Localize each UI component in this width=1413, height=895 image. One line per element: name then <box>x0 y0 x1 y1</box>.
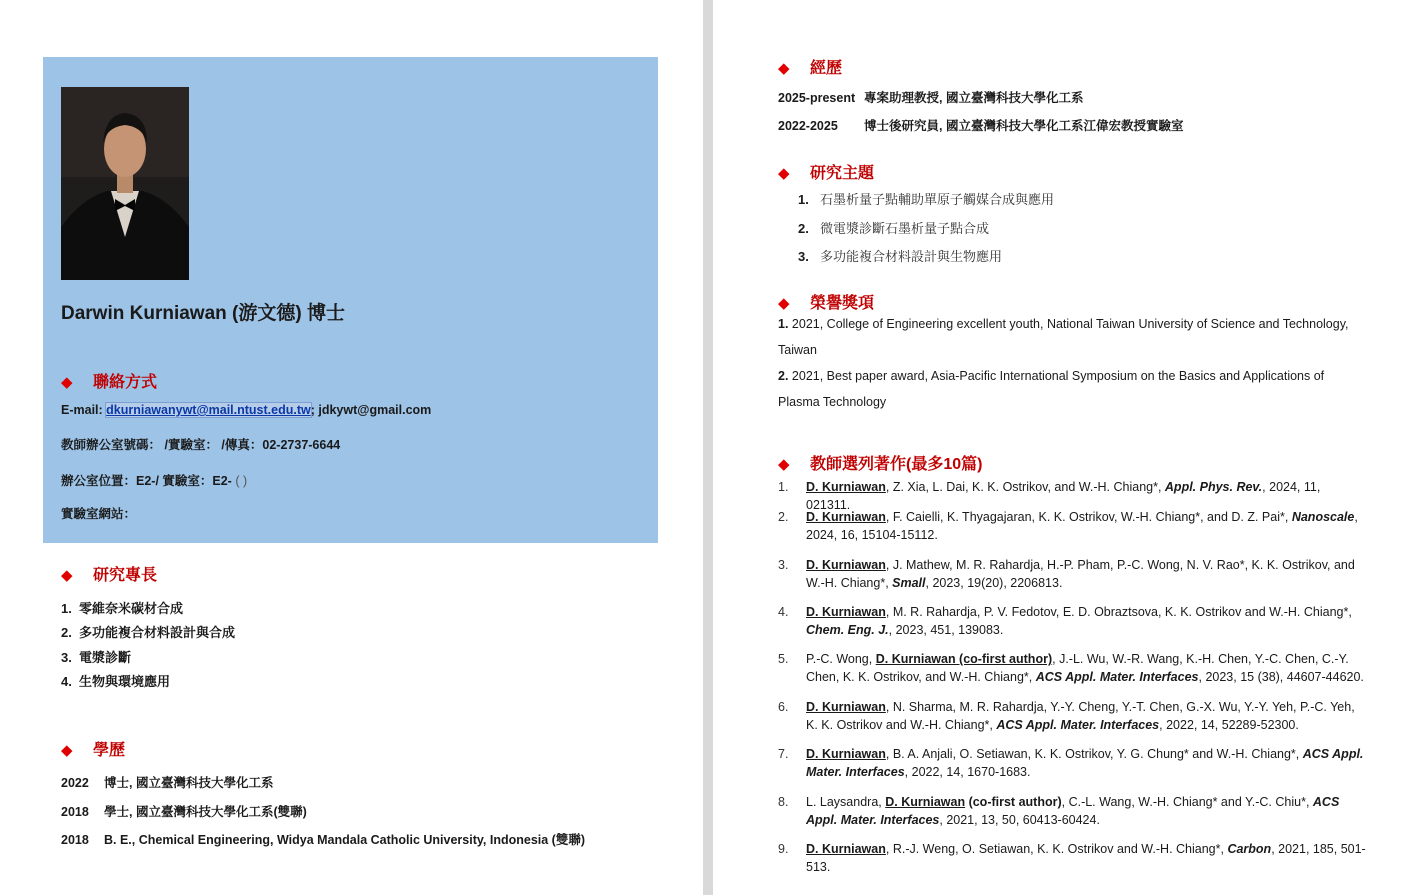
office-line <box>61 471 247 489</box>
page-divider <box>703 0 713 895</box>
diamond-bullet-icon: ◆ <box>61 567 73 584</box>
portrait-image <box>61 87 189 280</box>
experience-row: 2022-2025 博士後研究員, 國立臺灣科技大學化工系江偉宏教授實驗室 <box>778 119 1184 133</box>
office-paren: ( ) <box>231 474 248 488</box>
award-item: 2. 2021, Best paper award, Asia-Pacific International Symposium on the Basics and Applications of Plasma Technology <box>778 369 1325 409</box>
contact-heading: ◆ 聯絡方式 <box>61 374 158 391</box>
awards-heading: ◆ 榮譽獎項 <box>778 295 875 312</box>
publication-item: 2. D. Kurniawan, F. Caielli, K. Thyagajaran, K. K. Ostrikov, W.-H. Chiang*, and D. Z. Pai*, Nanoscale, 2024, 16, 15104-15112. <box>778 510 1358 542</box>
publication-item: 7. D. Kurniawan, B. A. Anjali, O. Setiawan, K. K. Ostrikov, Y. G. Chung* and W.-H. Chiang*, ACS Appl. Mater. Interfaces, 2022, 14, 1670-1683. <box>778 747 1364 779</box>
publication-item: 4. D. Kurniawan, M. R. Rahardja, P. V. Fedotov, E. D. Obraztsova, K. K. Ostrikov and W.-H. Chiang*, Chem. Eng. J., 2023, 451, 139083. <box>778 605 1352 637</box>
list-item: 2. 微電漿診斷石墨析量子點合成 <box>798 221 990 236</box>
publication-item: 3. D. Kurniawan, J. Mathew, M. R. Rahardja, H.-P. Pham, P.-C. Wong, N. V. Rao*, K. K. Ostrikov, and W.-H. Chiang*, Small, 2023, 19(20), 2206813. <box>778 558 1355 590</box>
experience-heading: ◆ 經歷 <box>778 60 843 77</box>
diamond-bullet-icon: ◆ <box>61 742 73 759</box>
publication-item: 8. L. Laysandra, D. Kurniawan (co-first author), C.-L. Wang, W.-H. Chiang* and Y.-C. Chiu*, ACS Appl. Mater. Interfaces, 2021, 13, 50, 60413-60424. <box>778 795 1340 827</box>
list-item: 1. 零維奈米碳材合成 <box>61 601 184 616</box>
list-item: 4. 生物與環境應用 <box>61 674 171 689</box>
education-row: 2018 學士, 國立臺灣科技大學化工系(雙聯) <box>61 805 307 819</box>
publication-item: 5. P.-C. Wong, D. Kurniawan (co-first author), J.-L. Wu, W.-R. Wang, K.-H. Chen, Y.-C. Chen, C.-Y. Chen, K. K. Ostrikov, and W.-H. Chiang*, ACS Appl. Mater. Interfaces, 2023, 15 (38), 44607-44620. <box>778 652 1364 684</box>
list-item: 1. 石墨析量子點輔助單原子觸媒合成與應用 <box>798 192 1055 207</box>
education-row: 2022 博士, 國立臺灣科技大學化工系 <box>61 776 274 790</box>
email-link-primary[interactable]: dkurniawanywt@mail.ntust.edu.tw <box>106 403 311 417</box>
list-item: 2. 多功能複合材料設計與合成 <box>61 625 236 640</box>
phone-line: 教師辦公室號碼： /實驗室： /傳真：02-2737-6644 <box>61 438 341 452</box>
research-heading: ◆ 研究主題 <box>778 165 875 182</box>
lab-website-line: 實驗室網站： <box>61 507 137 521</box>
profile-photo <box>61 87 189 280</box>
email-secondary: jdkywt@gmail.com <box>318 403 432 417</box>
publication-item: 9. D. Kurniawan, R.-J. Weng, O. Setiawan, K. K. Ostrikov and W.-H. Chiang*, Carbon, 2021, 185, 501-513. <box>778 842 1366 874</box>
profile-name: Darwin Kurniawan (游文德) 博士 <box>61 303 345 324</box>
diamond-bullet-icon: ◆ <box>778 456 790 473</box>
expertise-heading: ◆ 研究專長 <box>61 567 158 584</box>
list-item: 3. 多功能複合材料設計與生物應用 <box>798 249 1003 264</box>
experience-row: 2025-present 專案助理教授, 國立臺灣科技大學化工系 <box>778 91 1084 105</box>
education-heading: ◆ 學歷 <box>61 742 126 759</box>
publication-item: 1. D. Kurniawan, Z. Xia, L. Dai, K. K. Ostrikov, and W.-H. Chiang*, Appl. Phys. Rev., 2024, 11, 021311. <box>778 480 1321 512</box>
diamond-bullet-icon: ◆ <box>778 165 790 182</box>
email-separator: ; <box>310 403 319 417</box>
office-location: 辦公室位置：E2-/ 實驗室：E2- <box>61 474 232 488</box>
list-item: 3. 電漿診斷 <box>61 650 132 665</box>
award-item: 1. 2021, College of Engineering excellent youth, National Taiwan University of Science and Technology, Taiwan <box>778 317 1349 357</box>
diamond-bullet-icon: ◆ <box>61 374 73 391</box>
education-row: 2018 B. E., Chemical Engineering, Widya Mandala Catholic University, Indonesia (雙聯) <box>61 833 585 847</box>
email-label: E-mail: <box>61 403 107 417</box>
diamond-bullet-icon: ◆ <box>778 295 790 312</box>
publications-heading: ◆ 教師選列著作(最多10篇) <box>778 456 983 473</box>
email-line <box>61 403 431 417</box>
publication-item: 6. D. Kurniawan, N. Sharma, M. R. Rahardja, Y.-Y. Cheng, Y.-T. Chen, G.-X. Wu, Y.-Y. Yeh, P.-C. Yeh, K. K. Ostrikov and W.-H. Chiang*, ACS Appl. Mater. Interfaces, 2022, 14, 52289-52300. <box>778 700 1355 732</box>
diamond-bullet-icon: ◆ <box>778 60 790 77</box>
